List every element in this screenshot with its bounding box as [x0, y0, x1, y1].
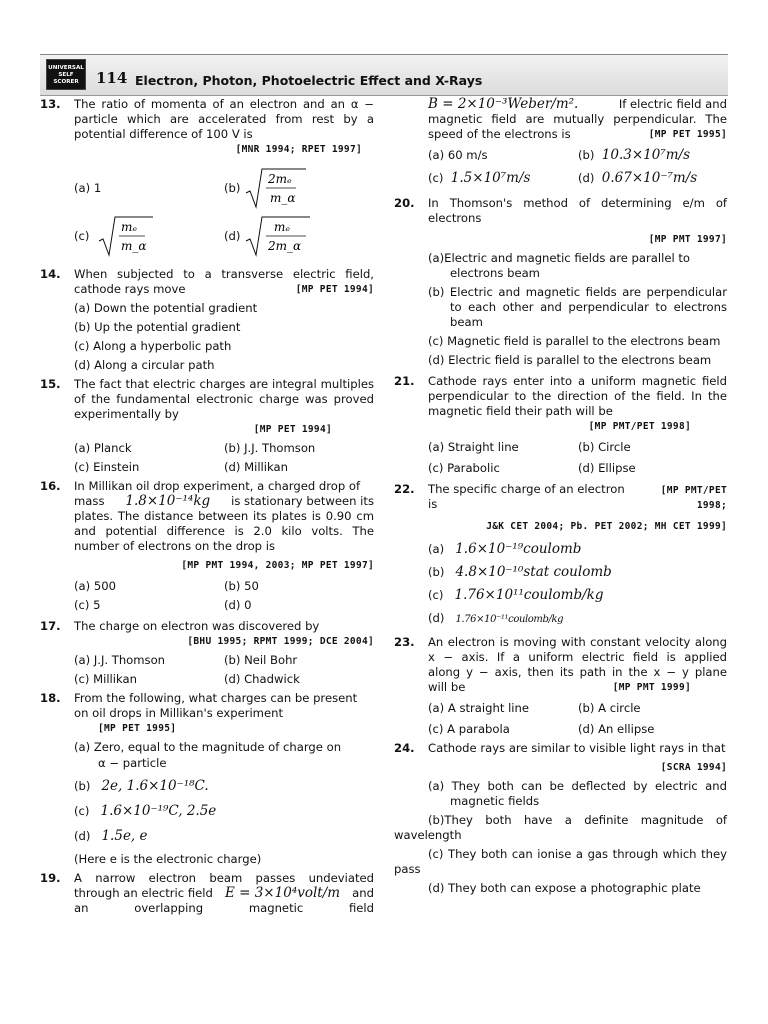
- left-column: [40, 97, 374, 916]
- option-d: (d) 1.76×10⁻¹¹coulomb/kg: [428, 611, 564, 625]
- option-c: (c) mₑ m_α: [74, 215, 224, 257]
- question-23: 23. An electron is moving with constant velocity along x − axis. If a uniform electric field is applied along y − axis, then its path in the x − y plane will be [MP PMT 1999] (a) A straight line (b) A circle (c) A parabola (d) An ellipse: [394, 635, 727, 736]
- option-b: (b) 50: [224, 579, 259, 593]
- option-b: (b) 2mₑ m_α: [224, 167, 306, 209]
- option-a: (a) J.J. Thomson: [74, 653, 166, 667]
- option-a: (a) A straight line: [428, 701, 529, 715]
- option-b: (b) 4.8×10⁻¹⁰stat coulomb: [428, 564, 612, 580]
- question-19-continued: B = 2×10⁻³Weber/m². If electric field and magnetic field are mutually perpendicular. The speed of the electrons is [MP PET 1995] (a) 60 m/s (b) 10.3×10⁷m/s (c) 1.5×10⁷m/s (d) 0.67×10⁻⁷m/s: [428, 96, 727, 186]
- exam-reference: [MP PMT 1999]: [612, 682, 691, 693]
- option-d: (d) Along a circular path: [74, 358, 215, 372]
- option-a: (a) 1: [74, 180, 102, 195]
- exam-reference: [MP PMT/PET 1998;: [660, 485, 727, 511]
- option-d: (d) 0.67×10⁻⁷m/s: [578, 170, 698, 186]
- question-text: The charge on electron was discovered by: [74, 619, 320, 633]
- option-d: (d) 0: [224, 598, 252, 612]
- question-17: 17. The charge on electron was discovered by [BHU 1995; RPMT 1999; DCE 2004] (a) J.J. Thomson (b) Neil Bohr (c) Millikan (d) Chadwick: [40, 619, 374, 686]
- question-text: From the following, what charges can be present on oil drops in Millikan's experiment: [74, 691, 358, 720]
- option-b: (b)They both have a definite magnitude of wavelength: [394, 813, 727, 842]
- question-24: 24. Cathode rays are similar to visible light rays in that [SCRA 1994] (a) They both can be deflected by electric and magnetic fields (b)They both have a definite magnitude of wavelength (c) They both can ionise a gas through which they pass (d) They both can expose a photographic plate: [394, 741, 727, 895]
- option-a: (a) 1.6×10⁻¹⁹coulomb: [428, 541, 582, 557]
- option-d: (d) Chadwick: [224, 672, 300, 686]
- svg-text:2mₑ: 2mₑ: [268, 172, 293, 186]
- question-text: In Thomson's method of determining e/m of electrons: [428, 196, 727, 225]
- svg-text:m_α: m_α: [121, 239, 147, 253]
- svg-text:mₑ: mₑ: [121, 220, 138, 234]
- exam-reference: [MP PET 1994]: [253, 424, 332, 435]
- exam-reference: [MP PMT/PET 1998]: [588, 421, 691, 432]
- exam-reference: [SCRA 1994]: [660, 762, 727, 773]
- option-b: (b) Electric and magnetic fields are perpendicular to each other and perpendicular to electrons beam: [428, 285, 727, 329]
- option-b: (b) A circle: [578, 701, 641, 715]
- question-16: 16. In Millikan oil drop experiment, a charged drop of mass 1.8×10⁻¹⁴kg is stationary between its plates. The distance between its plates is 0.90 cm and potential difference is 2.0 kilo volts. The number of electrons on the drop is [MP PMT 1994, 2003; MP PET 1997] (a) 500 (b) 50 (c) 5 (d) 0: [40, 479, 374, 612]
- exam-reference: [MP PET 1994]: [295, 284, 374, 295]
- exam-reference: [MP PMT 1994, 2003; MP PET 1997]: [181, 560, 374, 571]
- exam-reference: [BHU 1995; RPMT 1999; DCE 2004]: [187, 636, 374, 647]
- option-a: (a) Zero, equal to the magnitude of charge on: [74, 740, 342, 754]
- sqrt-fraction: [244, 215, 312, 257]
- option-a: (a) Planck: [74, 441, 132, 455]
- question-20: 20. In Thomson's method of determining e/m of electrons [MP PMT 1997] (a)Electric and magnetic fields are parallel to electrons beam (b) Electric and magnetic fields are perpendicular to each other and perpendicular to electrons beam (c) Magnetic field is parallel to the electrons beam (d) Electric field is parallel to the electrons beam: [394, 196, 727, 367]
- exam-reference: [MP PET 1995]: [648, 129, 727, 140]
- exam-reference: [MNR 1994; RPET 1997]: [235, 144, 362, 155]
- question-text: In Millikan oil drop experiment, a charged drop of: [74, 479, 361, 493]
- option-a: (a) Straight line: [428, 440, 519, 454]
- sqrt-fraction: [97, 215, 153, 257]
- option-b: (b) 2e, 1.6×10⁻¹⁸C.: [74, 778, 209, 794]
- question-13: [40, 97, 374, 257]
- option-c: (c) They both can ionise a gas through which they pass: [394, 847, 727, 876]
- option-d: (d) They both can expose a photographic plate: [428, 881, 701, 895]
- option-c: (c) 1.6×10⁻¹⁹C, 2.5e: [74, 803, 217, 819]
- option-c: (c) Along a hyperbolic path: [74, 339, 232, 353]
- right-column: [394, 96, 727, 900]
- question-15: 15. The fact that electric charges are integral multiples of the fundamental electronic charge was proved experimentally by [MP PET 1994] (a) Planck (b) J.J. Thomson (c) Einstein (d) Millikan: [40, 377, 374, 474]
- option-b: (b) 10.3×10⁷m/s: [578, 147, 691, 163]
- option-a: (a) Down the potential gradient: [74, 301, 258, 315]
- page-number: 114: [96, 69, 128, 87]
- option-d: (d) Electric field is parallel to the electrons beam: [428, 353, 712, 367]
- question-text: The specific charge of an electron is: [428, 482, 625, 511]
- option-c: (c) 1.5×10⁷m/s: [428, 170, 531, 186]
- question-text: Cathode rays are similar to visible light rays in that: [428, 741, 726, 755]
- publisher-logo: UNIVERSAL SELF SCORER: [46, 59, 86, 90]
- option-d: (d) Millikan: [224, 460, 288, 474]
- exam-reference: [MP PET 1995]: [98, 723, 177, 734]
- question-21: 21. Cathode rays enter into a uniform magnetic field perpendicular to the direction of the field. In the magnetic field their path will be [MP PMT/PET 1998] (a) Straight line (b) Circle (c) Parabolic (d) Ellipse: [394, 374, 727, 475]
- option-c: (c) Millikan: [74, 672, 137, 686]
- mass-value: 1.8×10⁻¹⁴kg: [125, 493, 211, 509]
- svg-text:mₑ: mₑ: [274, 220, 291, 234]
- option-b: (b) Neil Bohr: [224, 653, 298, 667]
- option-a: (a) They both can be deflected by electric and magnetic fields: [428, 779, 727, 808]
- question-text: An electron is moving with constant velocity along: [428, 635, 727, 649]
- option-b: (b) Circle: [578, 440, 631, 454]
- option-a: (a) 60 m/s: [428, 148, 488, 162]
- question-14: 14. When subjected to a transverse electric field, cathode rays move [MP PET 1994] (a) Down the potential gradient (b) Up the potential gradient (c) Along a hyperbolic path (d) Along a circular path: [40, 267, 374, 372]
- question-text: Cathode rays enter into a uniform magnetic field perpendicular to the direction of the field. In the magnetic field their path will be: [428, 374, 727, 418]
- question-22: 22. The specific charge of an electron is [MP PMT/PET 1998; J&K CET 2004; Pb. PET 2002; MH CET 1999] (a) 1.6×10⁻¹⁹coulomb (b) 4.8×10⁻¹⁰stat coulomb (c) 1.76×10¹¹coulomb/kg (d) 1.76×10⁻¹¹coulomb/kg: [394, 482, 727, 625]
- question-18: 18. From the following, what charges can be present on oil drops in Millikan's experiment [MP PET 1995] (a) Zero, equal to the magnitude of charge on α − particle (b) 2e, 1.6×10⁻¹⁸C. (c) 1.6×10⁻¹⁹C, 2.5e (d) 1.5e, e (Here e is the electronic charge): [74, 691, 374, 867]
- question-text: The ratio of momenta of an electron and an α − particle which are accelerated from rest by a potential difference of 100 V is: [74, 97, 374, 141]
- option-d: (d) 1.5e, e: [74, 828, 148, 844]
- exam-reference-cont: J&K CET 2004; Pb. PET 2002; MH CET 1999]: [486, 521, 727, 532]
- option-c: (c) A parabola: [428, 722, 510, 736]
- option-c: (c) Magnetic field is parallel to the electrons beam: [428, 334, 721, 348]
- option-a: (a) 500: [74, 579, 116, 593]
- question-text: A narrow electron beam passes undeviated: [74, 871, 374, 885]
- option-a: (a)Electric and magnetic fields are parallel to electrons beam: [428, 251, 690, 280]
- magnetic-field-value: B = 2×10⁻³Weber/m².: [428, 96, 579, 112]
- option-c: (c) Parabolic: [428, 461, 500, 475]
- exam-reference: [MP PMT 1997]: [648, 234, 727, 245]
- option-d: (d) mₑ 2m_α: [224, 215, 312, 257]
- sqrt-fraction: [244, 167, 306, 209]
- option-c: (c) 5: [74, 598, 101, 612]
- electric-field-value: E = 3×10⁴volt/m: [224, 885, 341, 901]
- option-b: (b) Up the potential gradient: [74, 320, 241, 334]
- question-19: 19. A narrow electron beam passes undeviated through an electric field E = 3×10⁴volt/m and an overlapping magnetic field: [40, 871, 374, 915]
- option-d: (d) An ellipse: [578, 722, 655, 736]
- svg-text:2m_α: 2m_α: [268, 239, 302, 253]
- question-number: 13.: [40, 97, 61, 111]
- svg-text:m_α: m_α: [270, 191, 296, 205]
- question-text: The fact that electric charges are integral multiples of the fundamental electronic charge was proved experimentally by: [74, 377, 374, 421]
- option-b: (b) J.J. Thomson: [224, 441, 316, 455]
- option-d: (d) Ellipse: [578, 461, 636, 475]
- chapter-title: Electron, Photon, Photoelectric Effect and X-Rays: [135, 73, 483, 88]
- note: (Here e is the electronic charge): [74, 852, 262, 866]
- option-c: (c) 1.76×10¹¹coulomb/kg: [428, 587, 604, 603]
- question-text: When subjected to a transverse electric field, cathode rays move: [74, 267, 374, 296]
- option-c: (c) Einstein: [74, 460, 140, 474]
